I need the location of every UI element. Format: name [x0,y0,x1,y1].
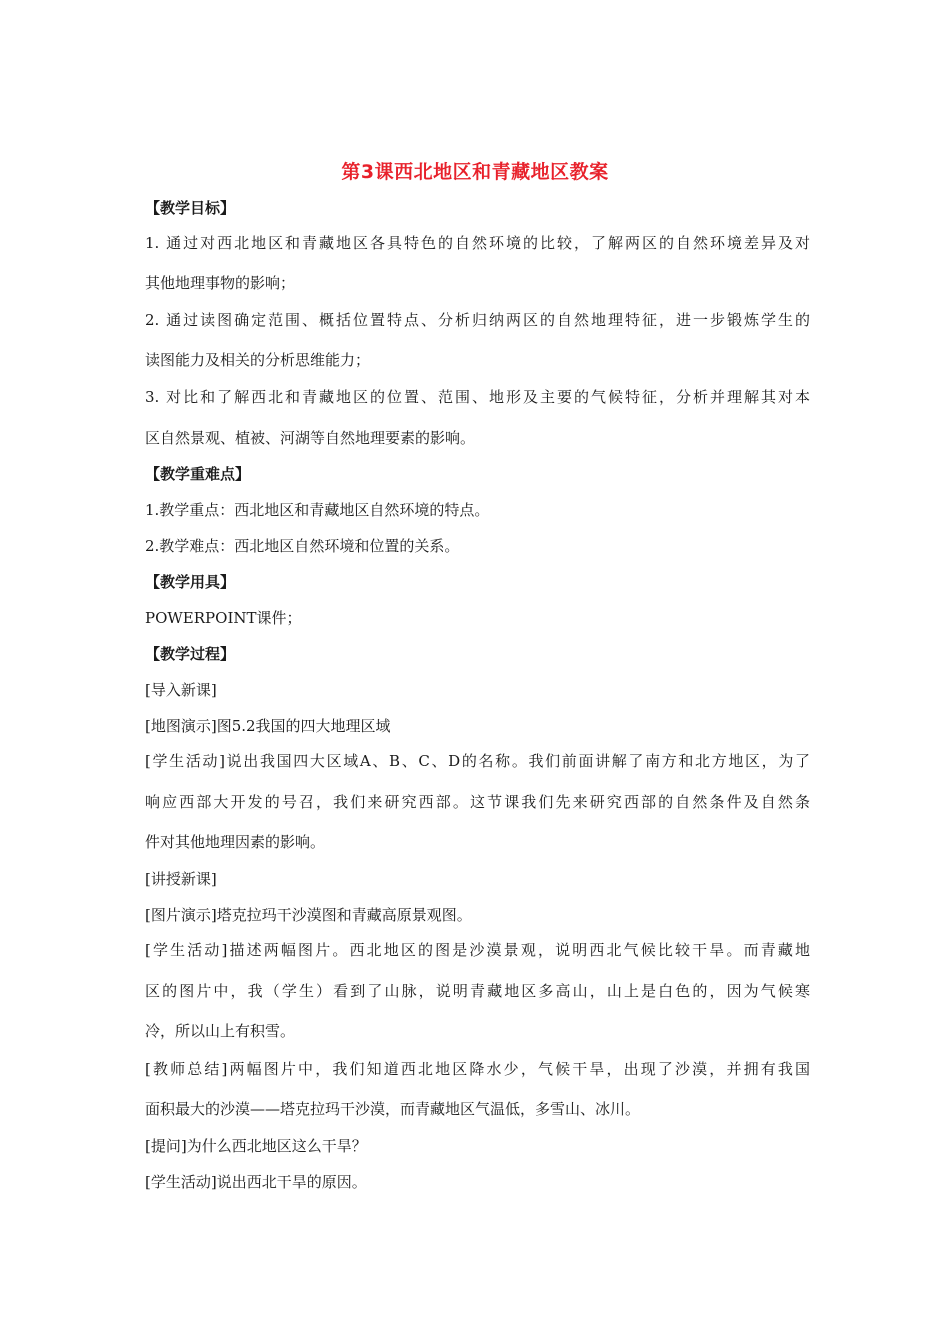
process-line: [教师总结]两幅图片中，我们知道西北地区降水少，气候干旱，出现了沙漠，并拥有我国 [145,1060,810,1078]
objective-1-line-2: 其他地理事物的影响； [145,274,296,292]
process-line: 件对其他地理因素的影响。 [145,833,326,851]
key-point-1: 1.教学重点：西北地区和青藏地区自然环境的特点。 [145,501,490,519]
process-line: 区的图片中，我（学生）看到了山脉，说明青藏地区多高山，山上是白色的，因为气候寒 [145,982,810,1000]
process-line: [图片演示]塔克拉玛干沙漠图和青藏高原景观图。 [145,906,472,924]
process-line: [讲授新课] [145,870,217,888]
process-line: 冷，所以山上有积雪。 [145,1022,296,1040]
section-heading-tools: 【教学用具】 [145,573,236,591]
process-line: [学生活动]说出西北干旱的原因。 [145,1173,367,1191]
process-line: 面积最大的沙漠——塔克拉玛干沙漠，而青藏地区气温低，多雪山、冰川。 [145,1100,641,1118]
process-line: [地图演示]图5.2我国的四大地理区域 [145,717,391,735]
objective-2-line-1: 2. 通过读图确定范围、概括位置特点、分析归纳两区的自然地理特征，进一步锻炼学生的 [145,311,810,329]
process-line: 响应西部大开发的号召，我们来研究西部。这节课我们先来研究西部的自然条件及自然条 [145,793,810,811]
process-line: [学生活动]描述两幅图片。西北地区的图是沙漠景观，说明西北气候比较干旱。而青藏地 [145,941,810,959]
section-heading-objectives: 【教学目标】 [145,199,236,217]
section-heading-key-points: 【教学重难点】 [145,465,251,483]
tools-text: POWERPOINT课件； [145,609,302,627]
objective-3-line-2: 区自然景观、植被、河湖等自然地理要素的影响。 [145,429,476,447]
section-heading-process: 【教学过程】 [145,645,236,663]
process-line: [导入新课] [145,681,217,699]
objective-3-line-1: 3. 对比和了解西北和青藏地区的位置、范围、地形及主要的气候特征，分析并理解其对本 [145,388,810,406]
objective-1-line-1: 1. 通过对西北地区和青藏地区各具特色的自然环境的比较，了解两区的自然环境差异及对 [145,234,810,252]
key-point-2: 2.教学难点：西北地区自然环境和位置的关系。 [145,537,460,555]
process-line: [学生活动]说出我国四大区域A、B、C、D的名称。我们前面讲解了南方和北方地区，为了 [145,752,810,770]
document-title: 第3课西北地区和青藏地区教案 [341,161,609,183]
process-line: [提问]为什么西北地区这么干旱？ [145,1137,367,1155]
objective-2-line-2: 读图能力及相关的分析思维能力； [145,351,371,369]
